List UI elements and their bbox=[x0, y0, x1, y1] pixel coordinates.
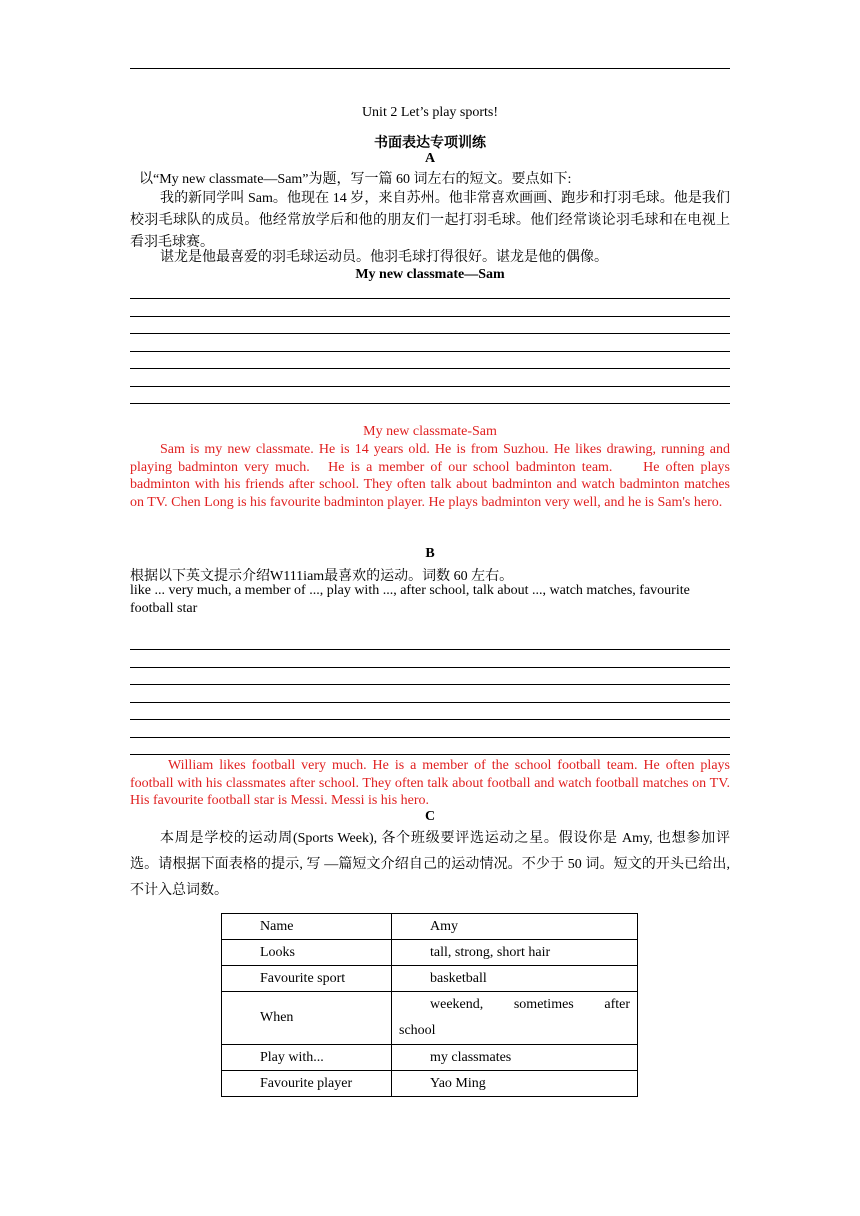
table-value: tall, strong, short hair bbox=[392, 940, 638, 966]
table-key: Name bbox=[222, 914, 392, 940]
writing-line bbox=[130, 719, 730, 720]
section-a-letter: A bbox=[424, 151, 436, 166]
table-key: When bbox=[222, 992, 392, 1045]
section-a-answer-title: My new classmate-Sam bbox=[363, 424, 497, 439]
table-value: basketball bbox=[392, 966, 638, 992]
table-key: Looks bbox=[222, 940, 392, 966]
table-value: my classmates bbox=[392, 1045, 638, 1071]
section-b-prompt: 根据以下英文提示介绍W111iam最喜欢的运动。词数 60 左右。 bbox=[130, 569, 514, 584]
writing-line bbox=[130, 684, 730, 685]
section-b-hints: like ... very much, a member of ..., play with ..., after school, talk about ..., watch matches, favourite football star bbox=[130, 583, 690, 616]
table-row bbox=[222, 914, 638, 940]
table-key: Favourite player bbox=[222, 1071, 392, 1097]
table-value: Amy bbox=[392, 914, 638, 940]
section-a-point-1: 我的新同学叫 Sam。他现在 14 岁，来自苏州。他非常喜欢画画、跑步和打羽毛球。他是我们校羽毛球队的成员。他经常放学后和他的朋友们一起打羽毛球。他们经常谈论羽毛球和在电视上看羽毛球赛。 bbox=[130, 191, 730, 250]
table-row bbox=[222, 1045, 638, 1071]
writing-line bbox=[130, 298, 730, 299]
writing-line bbox=[130, 403, 730, 404]
writing-line bbox=[130, 649, 730, 650]
section-b-answer: William likes football very much. He is a member of the school football team. He often plays football with his classmates after school. They often talk about football and watch football matches on TV. His favourite football star is Messi. Messi is his hero. bbox=[130, 758, 730, 808]
table-key: Favourite sport bbox=[222, 966, 392, 992]
writing-line bbox=[130, 316, 730, 317]
table-row bbox=[222, 940, 638, 966]
section-b-letter: B bbox=[425, 546, 435, 561]
table-key: Play with... bbox=[222, 1045, 392, 1071]
writing-line bbox=[130, 333, 730, 334]
writing-line bbox=[130, 368, 730, 369]
section-a-essay-title: My new classmate—Sam bbox=[355, 267, 505, 282]
writing-line bbox=[130, 737, 730, 738]
page-subtitle: 书面表达专项训练 bbox=[374, 136, 486, 151]
writing-line bbox=[130, 386, 730, 387]
writing-line bbox=[130, 754, 730, 755]
table-row bbox=[222, 1071, 638, 1097]
section-c-letter: C bbox=[424, 809, 436, 824]
table-value: Yao Ming bbox=[392, 1071, 638, 1097]
section-a-prompt: 以“My new classmate—Sam”为题，写一篇 60 词左右的短文。要点如下: bbox=[139, 172, 572, 187]
table-value: weekend, sometimes after school bbox=[392, 992, 638, 1045]
table-row bbox=[222, 992, 638, 1045]
writing-line bbox=[130, 667, 730, 668]
unit-title: Unit 2 Let’s play sports! bbox=[361, 105, 499, 120]
writing-line bbox=[130, 351, 730, 352]
section-c-prompt: 本周是学校的运动周(Sports Week), 各个班级要评选运动之星。假设你是 Amy, 也想参加评选。请根据下面表格的提示, 写 —篇短文介绍自己的运动情况。不少于 50 词。短文的开头已给出, 不计入总词数。 bbox=[130, 831, 730, 898]
table-row bbox=[222, 966, 638, 992]
writing-line bbox=[130, 702, 730, 703]
section-a-answer: Sam is my new classmate. He is 14 years old. He is from Suzhou. He likes drawing, running and playing badminton very much. He is a member of our school badminton team. He often plays badminton with his friends after school. They often talk about badminton and watch badminton matches on TV. Chen Long is his favourite badminton player. He plays badminton very well, and he is Sam's hero. bbox=[130, 442, 730, 510]
profile-table bbox=[221, 913, 638, 1097]
section-a-point-2: 谌龙是他最喜爱的羽毛球运动员。他羽毛球打得很好。谌龙是他的偶像。 bbox=[160, 250, 608, 265]
header-rule bbox=[130, 68, 730, 69]
